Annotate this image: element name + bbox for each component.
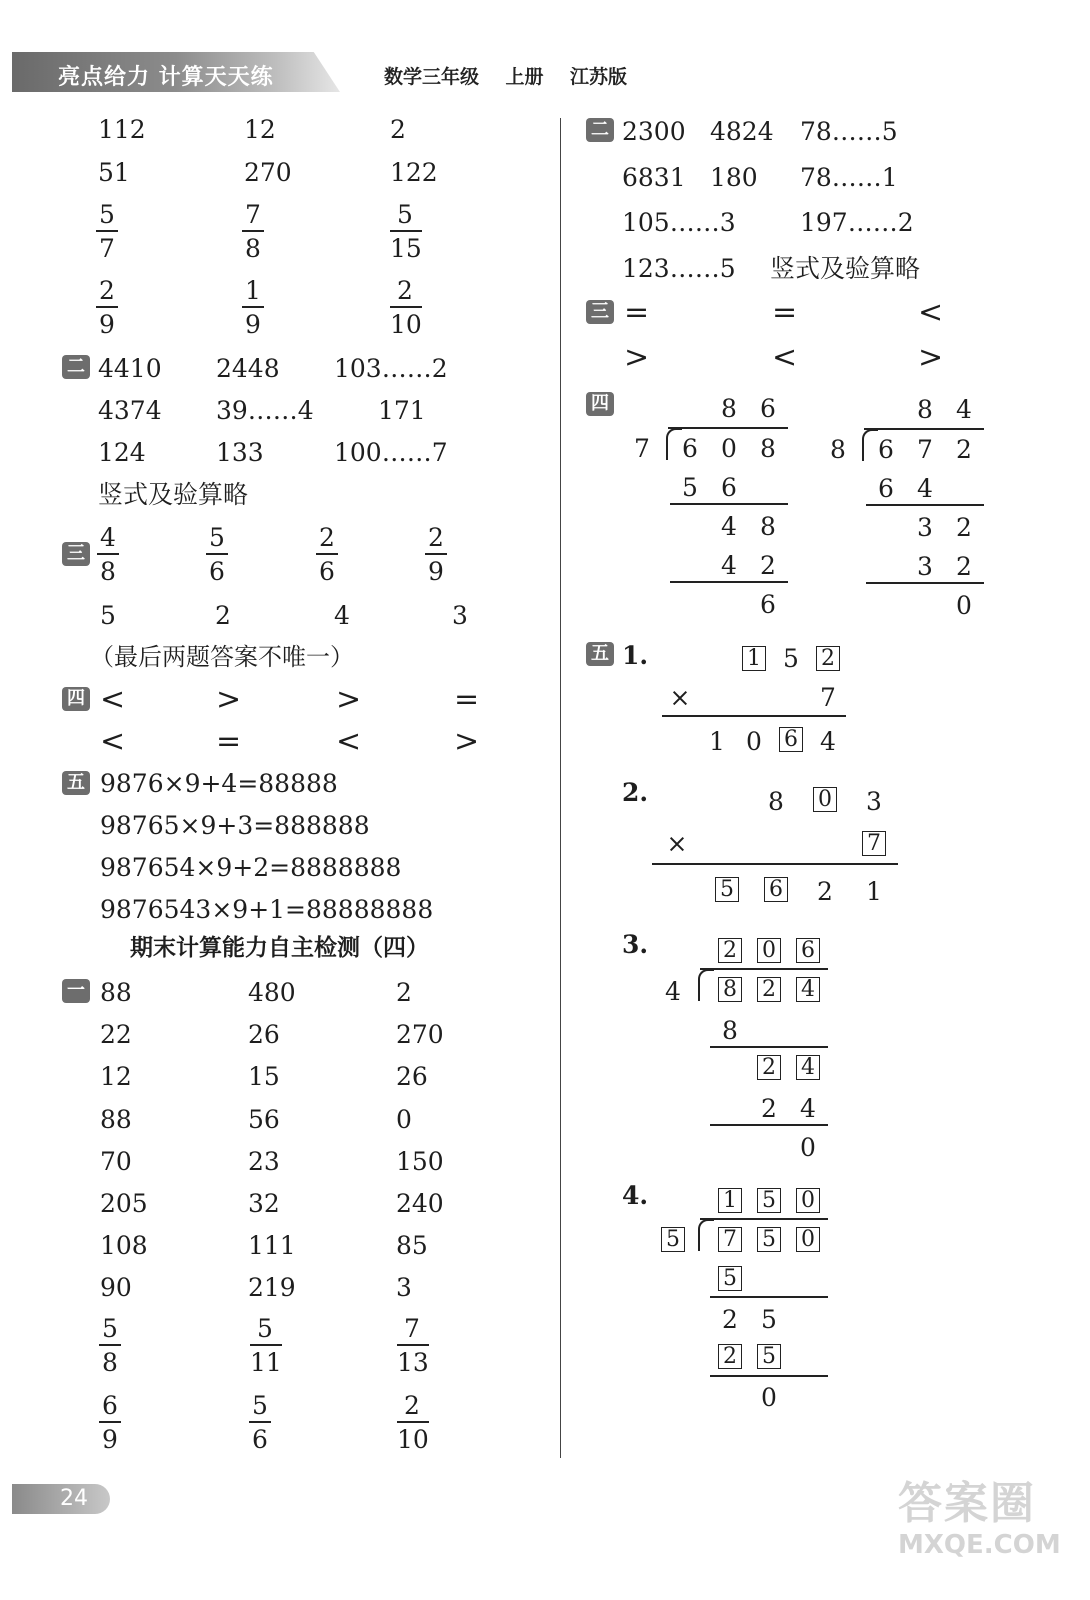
answer: 88 (100, 1104, 132, 1134)
equation: 98765×9+3=888888 (100, 811, 370, 840)
digit: 0 (746, 727, 762, 756)
step-digit: 6 (721, 473, 737, 502)
note: 竖式及验算略 (770, 254, 921, 283)
fraction: 4 8 (93, 525, 123, 584)
step-digit: 3 (917, 552, 933, 581)
answer: 26 (248, 1020, 280, 1050)
dividend-digit: 6 (878, 435, 894, 464)
comparison: < (100, 724, 126, 759)
comparison: < (772, 340, 798, 375)
section-mark-five: 五 (586, 642, 614, 666)
quotient-digit: 8 (917, 395, 933, 424)
answer: 2300 (622, 117, 686, 146)
step-line (710, 1375, 828, 1377)
result-line (652, 863, 898, 865)
answer: 111 (248, 1231, 296, 1261)
times-sign: × (666, 829, 688, 858)
comparison: > (918, 340, 944, 375)
answer: 23 (248, 1146, 280, 1176)
fraction: 2 10 (390, 276, 422, 339)
comparison: = (216, 724, 242, 759)
comparison: > (624, 340, 650, 375)
equation: 9876×9+4=88888 (100, 769, 338, 798)
answer: 0 (396, 1104, 412, 1134)
answer: 2448 (216, 354, 280, 383)
step-line (710, 1124, 828, 1126)
problem-label: 3. (622, 930, 649, 959)
section-mark-four: 四 (586, 392, 614, 416)
answer: 124 (98, 438, 146, 467)
comparison: > (454, 724, 480, 759)
division-bracket (698, 969, 714, 1001)
equation: 9876543×9+1=88888888 (100, 895, 434, 924)
fraction: 2 9 (421, 525, 451, 584)
step-digit: 2 (956, 513, 972, 542)
answer: 4410 (98, 354, 162, 383)
section-mark-two: 二 (586, 118, 614, 142)
answer: 2 (215, 601, 231, 630)
answer: 12 (100, 1062, 132, 1092)
comparison: > (336, 682, 362, 717)
section-mark-three: 三 (62, 542, 90, 566)
section-mark-two: 二 (62, 355, 90, 379)
answer: 78……1 (800, 163, 898, 192)
equation: 987654×9+2=8888888 (100, 853, 402, 882)
quotient-digit: 4 (956, 395, 972, 424)
note: （最后两题答案不唯一） (90, 643, 354, 671)
digit: 7 (820, 683, 836, 712)
watermark-logo: 答案圈 MXQE.COM (898, 1478, 1061, 1560)
fraction: 7 8 (238, 202, 268, 261)
divisor: 8 (830, 435, 846, 464)
comparison: = (772, 295, 798, 330)
division-bar (700, 1218, 828, 1220)
step-digit: 4 (800, 1094, 816, 1123)
filled-box: 2 (718, 1344, 742, 1369)
filled-box: 5 (661, 1227, 685, 1252)
digit: 5 (783, 644, 799, 673)
division-bar (668, 427, 788, 429)
filled-box: 4 (796, 977, 820, 1002)
filled-box: 7 (862, 831, 886, 856)
answer: 3 (452, 601, 468, 630)
edition: 江苏版 (569, 66, 627, 88)
answer: 100……7 (334, 438, 448, 467)
comparison: = (624, 295, 650, 330)
answer: 56 (248, 1104, 280, 1134)
remainder: 6 (760, 590, 776, 619)
answer: 22 (100, 1020, 132, 1050)
step-digit: 4 (917, 474, 933, 503)
step-digit: 4 (721, 551, 737, 580)
division-bracket (698, 1219, 714, 1251)
fraction: 5 15 (390, 200, 422, 263)
step-digit: 5 (761, 1305, 777, 1334)
answer: 15 (248, 1062, 280, 1092)
fraction: 6 9 (95, 1393, 125, 1452)
answer: 108 (100, 1231, 148, 1261)
answer: 6831 (622, 163, 686, 192)
fraction: 2 10 (397, 1391, 429, 1454)
step-digit: 6 (878, 474, 894, 503)
answer: 2 (396, 978, 412, 1007)
filled-box: 0 (813, 787, 837, 812)
filled-box: 0 (796, 1188, 820, 1213)
remainder: 0 (800, 1133, 816, 1162)
answer: 51 (98, 158, 130, 187)
step-digit: 2 (956, 552, 972, 581)
fraction: 2 9 (92, 278, 122, 337)
fraction: 5 7 (92, 202, 122, 261)
subject: 数学三年级 (384, 66, 480, 88)
answer: 150 (396, 1146, 444, 1176)
answer: 12 (244, 115, 276, 144)
answer: 171 (378, 396, 426, 425)
note: 竖式及验算略 (98, 480, 249, 509)
comparison: < (336, 724, 362, 759)
filled-box: 1 (742, 646, 766, 671)
section-mark-one: 一 (62, 979, 90, 1003)
comparison: < (100, 682, 126, 717)
digit: 2 (817, 877, 833, 906)
fraction: 5 11 (250, 1314, 282, 1377)
filled-box: 5 (757, 1188, 781, 1213)
answer: 5 (100, 601, 116, 630)
problem-label: 2. (622, 778, 649, 807)
answer: 32 (248, 1189, 280, 1218)
digit: 1 (709, 727, 725, 756)
filled-box: 4 (796, 1055, 820, 1080)
step-digit: 8 (760, 512, 776, 541)
step-line (670, 503, 788, 505)
answer: 4 (334, 601, 350, 630)
answer: 90 (100, 1273, 132, 1303)
answer: 103……2 (334, 354, 448, 383)
filled-box: 0 (796, 1227, 820, 1252)
problem-label: 4. (622, 1181, 649, 1210)
section-mark-four: 四 (62, 687, 90, 711)
filled-box: 2 (718, 938, 742, 963)
answer: 4374 (98, 396, 162, 425)
answer: 205 (100, 1189, 148, 1218)
remainder: 0 (761, 1383, 777, 1412)
digit: 4 (820, 727, 836, 756)
division-bar (864, 428, 984, 430)
fraction: 5 6 (245, 1393, 275, 1452)
section-title: 期末计算能力自主检测（四） (130, 935, 429, 961)
division-bar (700, 968, 828, 970)
answer: 480 (248, 978, 296, 1007)
answer: 39……4 (216, 396, 314, 425)
filled-box: 0 (757, 938, 781, 963)
filled-box: 6 (796, 938, 820, 963)
answer: 240 (396, 1189, 444, 1218)
filled-box: 5 (757, 1344, 781, 1369)
dividend-digit: 6 (682, 434, 698, 463)
series-title: 亮点给力 计算天天练 (58, 65, 274, 90)
digit: 3 (866, 787, 882, 816)
answer: 105……3 (622, 208, 736, 237)
quotient-digit: 8 (721, 394, 737, 423)
answer: 270 (244, 158, 292, 187)
problem-label: 1. (622, 641, 649, 670)
answer: 133 (216, 438, 264, 467)
step-digit: 2 (722, 1305, 738, 1334)
answer: 122 (390, 158, 438, 187)
answer: 112 (98, 115, 146, 144)
fraction: 1 9 (238, 278, 268, 337)
page-number: 24 (12, 1484, 110, 1514)
filled-box: 7 (718, 1227, 742, 1252)
fraction: 5 8 (95, 1316, 125, 1375)
filled-box: 2 (816, 646, 840, 671)
fraction: 5 6 (202, 525, 232, 584)
step-digit: 3 (917, 513, 933, 542)
comparison: < (918, 295, 944, 330)
step-digit: 5 (682, 473, 698, 502)
volume: 上册 (505, 66, 544, 88)
section-mark-five: 五 (62, 771, 90, 795)
subject-label (384, 62, 627, 89)
dividend-digit: 8 (760, 434, 776, 463)
filled-box: 8 (718, 977, 742, 1002)
filled-box: 5 (718, 1266, 742, 1291)
step-line (866, 504, 984, 506)
step-line (710, 1296, 828, 1298)
quotient-digit: 6 (760, 394, 776, 423)
answer: 85 (396, 1231, 428, 1261)
comparison: > (216, 682, 242, 717)
answer: 3 (396, 1273, 412, 1303)
answer: 123……5 (622, 254, 736, 283)
result-line (662, 715, 846, 717)
dividend-digit: 2 (956, 435, 972, 464)
answer: 70 (100, 1146, 132, 1176)
filled-box: 6 (764, 877, 788, 902)
answer: 4824 (710, 117, 774, 146)
answer: 180 (710, 163, 758, 192)
answer: 270 (396, 1020, 444, 1050)
filled-box: 2 (757, 1055, 781, 1080)
step-digit: 8 (722, 1016, 738, 1045)
fraction: 2 6 (312, 525, 342, 584)
answer: 78……5 (800, 117, 898, 146)
comparison: = (454, 682, 480, 717)
answer: 26 (396, 1062, 428, 1092)
filled-box: 2 (757, 977, 781, 1002)
step-digit: 4 (721, 512, 737, 541)
filled-box: 1 (718, 1188, 742, 1213)
filled-box: 5 (715, 877, 739, 902)
answer: 219 (248, 1273, 296, 1303)
column-divider (560, 118, 561, 1458)
step-line (866, 582, 984, 584)
dividend-digit: 7 (917, 435, 933, 464)
digit: 1 (866, 877, 882, 906)
answer: 2 (390, 115, 406, 144)
section-mark-three: 三 (586, 300, 614, 324)
times-sign: × (669, 683, 691, 712)
step-digit: 2 (761, 1094, 777, 1123)
divisor: 4 (665, 977, 681, 1006)
divisor: 7 (634, 434, 650, 463)
remainder: 0 (956, 591, 972, 620)
digit: 8 (768, 787, 784, 816)
dividend-digit: 0 (721, 434, 737, 463)
step-line (670, 581, 788, 583)
answer: 88 (100, 978, 132, 1007)
fraction: 7 13 (397, 1314, 429, 1377)
step-line (710, 1046, 828, 1048)
answer: 197……2 (800, 208, 914, 237)
filled-box: 5 (757, 1227, 781, 1252)
step-digit: 2 (760, 551, 776, 580)
filled-box: 6 (779, 727, 803, 752)
